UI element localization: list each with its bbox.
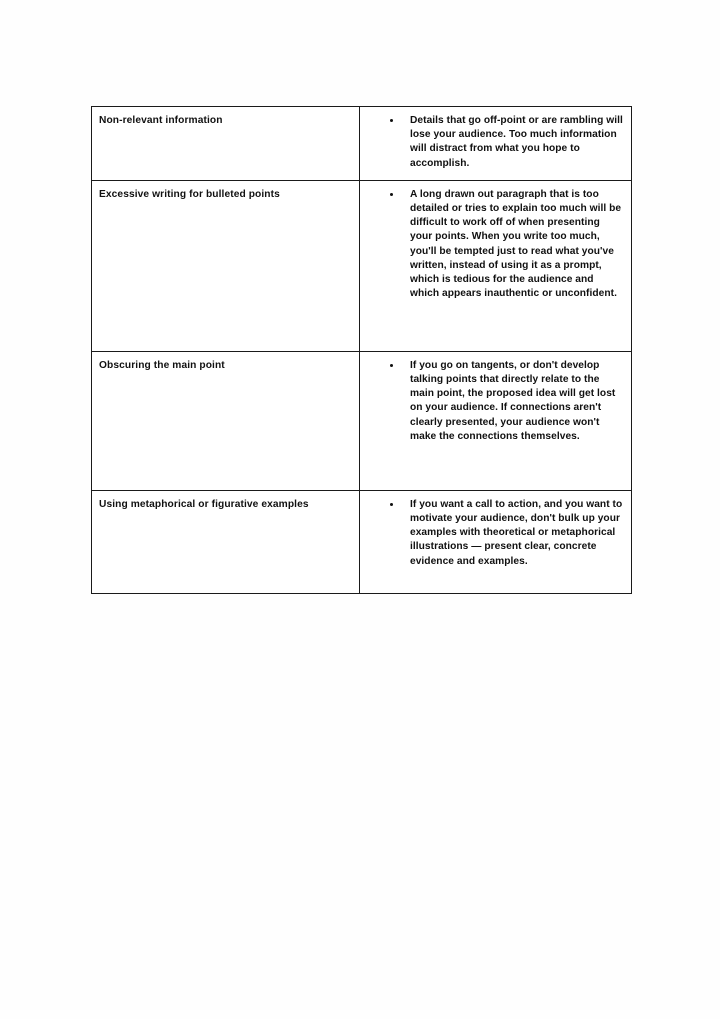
table-cell-label xyxy=(92,180,360,351)
table-cell-detail xyxy=(360,490,632,593)
table-cell-label xyxy=(92,107,360,181)
table-cell-detail xyxy=(360,107,632,181)
table-row xyxy=(92,107,632,181)
detail-bullet-list xyxy=(360,352,631,453)
table-cell-label xyxy=(92,351,360,490)
list-item xyxy=(360,114,623,171)
pitfall-detail-text: If you want a call to action, and you want to motivate your audience, don't bulk up your examples with theoretical or metaphorical illustrations — present clear, concrete evidence and examples. xyxy=(410,498,623,567)
table-body xyxy=(92,107,632,594)
bullet-point-icon xyxy=(390,503,393,506)
table-cell-detail xyxy=(360,180,632,351)
pitfalls-table-container xyxy=(91,106,629,594)
table-cell-detail xyxy=(360,351,632,490)
bullet-point-icon xyxy=(390,364,393,367)
pitfalls-table xyxy=(91,106,632,594)
pitfall-detail-text: A long drawn out paragraph that is too detailed or tries to explain too much will be difficult to work off of when presenting your points. When you write too much, you'll be tempted just to read what you've written, instead of using it as a prompt, which is tedious for the audience and which appears inauthentic or unconfident. xyxy=(410,188,622,300)
pitfall-detail-text: If you go on tangents, or don't develop talking points that directly relate to the main point, the proposed idea will get lost on your audience. If connections aren't clearly presented, your audience won't make the connections themselves. xyxy=(410,359,616,442)
table-row xyxy=(92,351,632,490)
pitfall-label: Using metaphorical or figurative examples xyxy=(99,498,309,510)
pitfall-label: Obscuring the main point xyxy=(99,359,225,371)
list-item xyxy=(360,188,623,302)
detail-bullet-list xyxy=(360,491,631,578)
detail-bullet-list xyxy=(360,107,631,180)
table-row xyxy=(92,180,632,351)
pitfall-label: Excessive writing for bulleted points xyxy=(99,188,280,200)
table-row xyxy=(92,490,632,593)
list-item xyxy=(360,359,623,444)
bullet-point-icon xyxy=(390,119,393,122)
pitfall-label: Non-relevant information xyxy=(99,115,223,126)
list-item xyxy=(360,498,623,569)
table-cell-label xyxy=(92,490,360,593)
bullet-point-icon xyxy=(390,193,393,196)
detail-bullet-list xyxy=(360,181,631,311)
pitfall-detail-text: Details that go off-point or are rambling will lose your audience. Too much information will distract from what you hope to accomplish. xyxy=(410,115,623,169)
